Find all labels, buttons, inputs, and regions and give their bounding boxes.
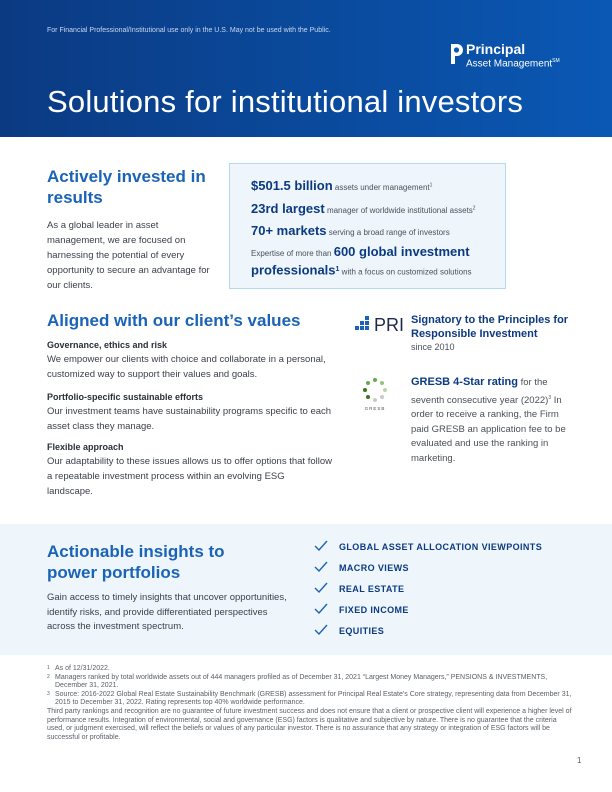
value-text: We empower our clients with choice and collaborate in a personal, customized way to support their values and goals. (47, 354, 326, 380)
stat-rank: 23rd largest manager of worldwide institutional assets$^2$ (251, 201, 476, 216)
footnote: 2 Managers ranked by total worldwide assets out of 444 managers profiled as of December 31, 2021 “Largest Money Managers,” PENSIONS & INVESTMENTS, December 31, 2021. (47, 673, 548, 690)
checkmark-icon (314, 582, 328, 594)
page-title: Solutions for institutional investors (47, 84, 524, 119)
principal-logo[interactable] (447, 40, 587, 72)
page-number: 1 (577, 756, 582, 765)
gresb-logo-icon (358, 377, 392, 405)
gresb-logo (358, 377, 392, 419)
value-governance (47, 340, 332, 382)
value-heading: Flexible approach (47, 442, 124, 452)
footnote: 1 As of 12/31/2022. (47, 665, 110, 672)
value-flexible-approach (47, 442, 332, 499)
value-heading: Governance, ethics and risk (47, 340, 168, 350)
pri-title: Signatory to the Principles for Responsible Investment (411, 314, 569, 340)
gresb-logo-text: GRESB (364, 406, 386, 411)
value-text: Our adaptability to these issues allows us to offer options that follow a repeatable investment process within an evolving ESG landscape. (47, 456, 332, 497)
logo-sub: Asset Management℠ (466, 58, 560, 70)
insights-heading: Actionable insights to power portfolios (47, 542, 225, 582)
aligned-values-heading: Aligned with our client’s values (47, 311, 301, 330)
pri-logo-icon (353, 316, 371, 334)
footnote: 3 Source: 2016-2022 Global Real Estate Sustainability Benchmark (GRESB) assessment for Principal Real Estate’s Core strategy, representing data from December 31, 2015 to December 31, 2022. Rating represents top 40% worldwide performance. (47, 690, 572, 707)
stat-professionals: Expertise of more than 600 global investment professionals$^1$ with a focus on customized solutions (251, 244, 472, 278)
footer-disclaimer: Third party rankings and recognition are no guarantee of future investment success and does not ensure that a client or prospective client will experience a higher level of performance results. Integration of environmental, social and governance (ESG) factors is qualitative and subjective by nature. There is no guarantee that the criteria used, or judgment exercised, will reflect the beliefs or values of any particular investor. There is no assurance that any strategy or integration of ESG factors will be successful or profitable. (47, 707, 572, 741)
pri-logo-text: PRI (374, 315, 405, 335)
gresb-title: GRESB 4-Star rating (411, 376, 518, 388)
checkmark-icon (314, 540, 328, 552)
actively-invested-heading: Actively invested in results (47, 167, 206, 207)
checkmark-icon (314, 561, 328, 573)
principal-logo-icon (447, 42, 463, 66)
insights-body: Gain access to timely insights that uncover opportunities, identify risks, and provide differentiated perspectives across the investment spectrum. (47, 592, 287, 632)
top-disclaimer: For Financial Professional/Institutional use only in the U.S. May not be used with the Public. (47, 27, 331, 34)
value-text: Our investment teams have sustainability programs specific to each asset class they manage. (47, 406, 332, 432)
gresb-rating: GRESB 4-Star rating for the seventh consecutive year $(2022)^3$ In order to receive a ranking, the Firm paid GRESB an application fee to be evaluated and use the ranking in marketing. (411, 376, 566, 464)
value-heading: Portfolio-specific sustainable efforts (47, 392, 204, 402)
stat-aum: $501.5 billion assets under management$^1$ (251, 178, 433, 193)
checkmark-icon (314, 624, 328, 636)
checkmark-icon (314, 603, 328, 615)
pri-logo (353, 314, 403, 334)
footnotes (47, 665, 572, 742)
stat-markets: 70+ markets serving a broad range of investors (251, 223, 450, 238)
logo-service-mark: SM (552, 58, 560, 64)
stats-box (229, 163, 506, 289)
pri-subtitle: since 2010 (411, 342, 455, 352)
actively-invested-body: As a global leader in asset management, we are focused on harnessing the potential of every opportunity to secure an advantage for our clients. (47, 220, 210, 291)
logo-name: Principal (466, 41, 526, 57)
value-sustainable-efforts (47, 392, 332, 434)
header-banner (0, 0, 612, 137)
